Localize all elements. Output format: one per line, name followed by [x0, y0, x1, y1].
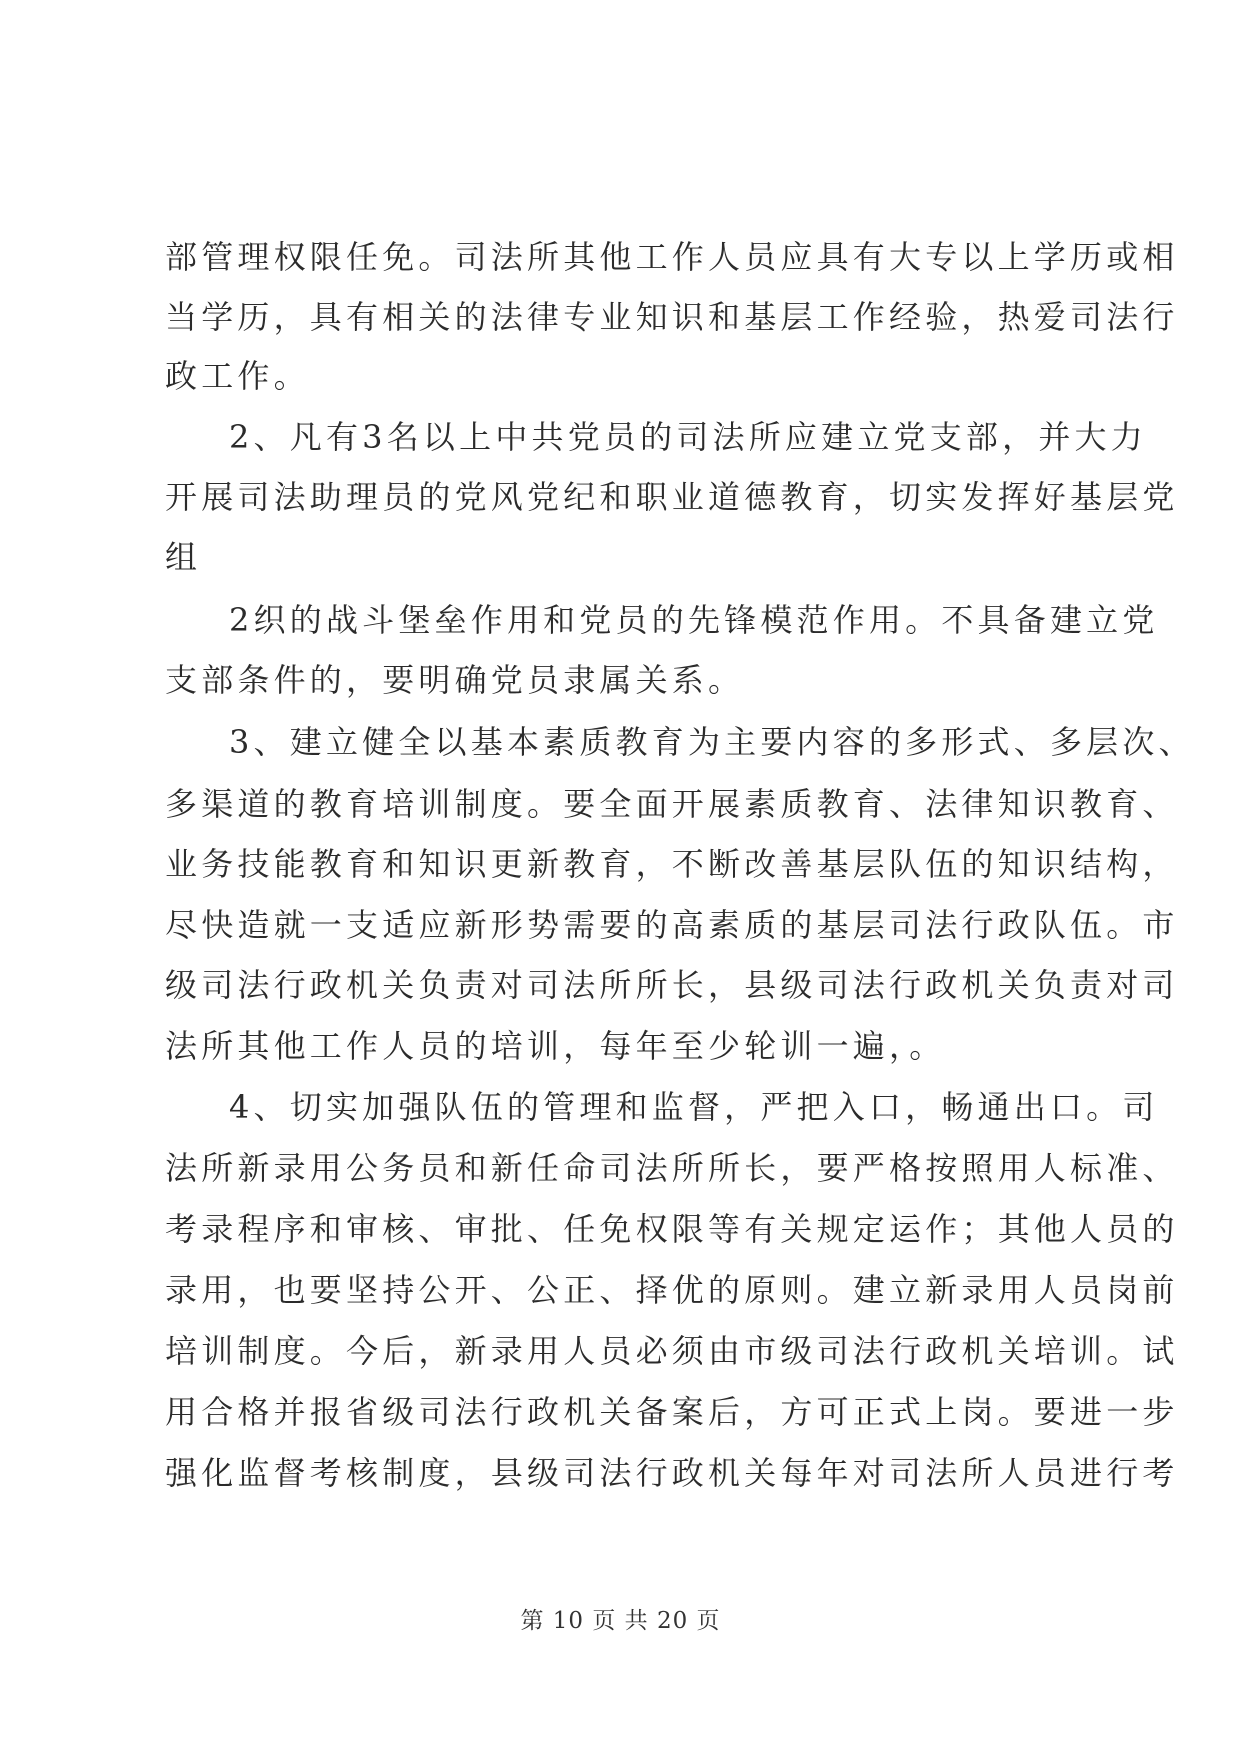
- body-text-line: 用合格并报省级司法行政机关备案后，方可正式上岗。要进一步: [165, 1393, 1179, 1431]
- page-number-footer: 第 10 页 共 20 页: [520, 1608, 721, 1634]
- body-text-line: 多渠道的教育培训制度。要全面开展素质教育、法律知识教育、: [165, 785, 1179, 823]
- body-text-line: 录用，也要坚持公开、公正、择优的原则。建立新录用人员岗前: [165, 1271, 1179, 1309]
- body-text-line: 4、切实加强队伍的管理和监督，严把入口，畅通出口。司: [229, 1088, 1159, 1126]
- body-text-line: 当学历，具有相关的法律专业知识和基层工作经验，热爱司法行: [165, 298, 1179, 336]
- body-text-line: 部管理权限任免。司法所其他工作人员应具有大专以上学历或相: [165, 238, 1179, 276]
- body-text-line: 尽快造就一支适应新形势需要的高素质的基层司法行政队伍。市: [165, 906, 1179, 944]
- body-text-line: 开展司法助理员的党风党纪和职业道德教育，切实发挥好基层党: [165, 478, 1179, 516]
- body-text-line: 法所新录用公务员和新任命司法所所长，要严格按照用人标准、: [165, 1149, 1179, 1187]
- body-text-line: 级司法行政机关负责对司法所所长，县级司法行政机关负责对司: [165, 966, 1179, 1004]
- body-text-line: 2、凡有3名以上中共党员的司法所应建立党支部，并大力: [229, 418, 1147, 456]
- body-text-line: 强化监督考核制度，县级司法行政机关每年对司法所人员进行考: [165, 1454, 1179, 1492]
- body-text-line: 2织的战斗堡垒作用和党员的先锋模范作用。不具备建立党: [229, 601, 1159, 639]
- body-text-line: 法所其他工作人员的培训，每年至少轮训一遍，。: [165, 1027, 946, 1065]
- body-text-line: 考录程序和审核、审批、任免权限等有关规定运作；其他人员的: [165, 1210, 1179, 1248]
- body-text-line: 支部条件的，要明确党员隶属关系。: [165, 661, 745, 699]
- body-text-line: 业务技能教育和知识更新教育，不断改善基层队伍的知识结构，: [165, 845, 1179, 883]
- body-text-line: 组: [165, 538, 202, 576]
- body-text-line: 培训制度。今后，新录用人员必须由市级司法行政机关培训。试: [165, 1332, 1179, 1370]
- body-text-line: 3、建立健全以基本素质教育为主要内容的多形式、多层次、: [229, 723, 1195, 761]
- body-text-line: 政工作。: [165, 357, 310, 395]
